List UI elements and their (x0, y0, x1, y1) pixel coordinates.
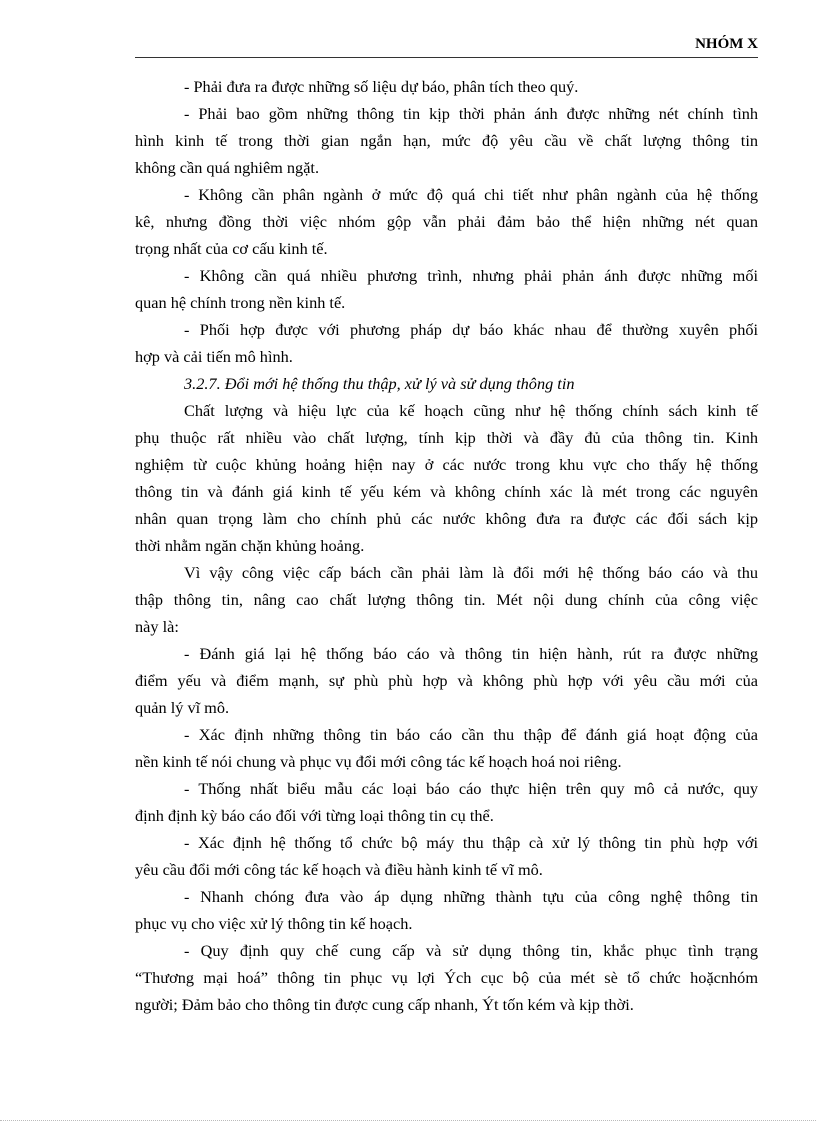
paragraph (135, 775, 758, 829)
text-line: trọng nhất của cơ cấu kinh tế. (135, 239, 328, 258)
paragraph (135, 316, 758, 370)
text-line: - Không cần phân ngành ở mức độ quá chi tiết như phân ngành của hệ thống (184, 185, 758, 204)
paragraph (135, 640, 758, 721)
page-bottom-border (0, 1120, 816, 1121)
text-line: nền kinh tế nói chung và phục vụ đổi mới công tác kế hoạch hoá noi riêng. (135, 752, 622, 771)
text-line: - Không cần quá nhiều phương trình, nhưng phải phản ánh được những mối (184, 266, 758, 285)
paragraph (135, 100, 758, 181)
text-line: thời nhằm ngăn chặn khủng hoảng. (135, 536, 365, 555)
text-line: định định kỳ báo cáo đối với từng loại thông tin cụ thể. (135, 806, 494, 825)
text-line: không cần quá nghiêm ngặt. (135, 158, 320, 177)
header-rule (135, 57, 758, 58)
paragraph (135, 262, 758, 316)
text-line: “Thương mại hoá” thông tin phục vụ lợi Ých cục bộ của mét sè tổ chức hoặcnhóm (135, 968, 758, 987)
text-line: này là: (135, 617, 179, 636)
text-line: hình kinh tế trong thời gian ngắn hạn, mức độ yêu cầu về chất lượng thông tin (135, 131, 758, 150)
text-line: quan hệ chính trong nền kinh tế. (135, 293, 346, 312)
text-line: - Quy định quy chế cung cấp và sử dụng thông tin, khắc phục tình trạng (184, 941, 758, 960)
text-line: Vì vậy công việc cấp bách cần phải làm là đổi mới hệ thống báo cáo và thu (184, 563, 758, 582)
paragraph (135, 73, 758, 100)
text-line: phục vụ cho việc xử lý thông tin kế hoạch. (135, 914, 413, 933)
text-line: - Thống nhất biểu mẫu các loại báo cáo thực hiện trên quy mô cả nước, quy (184, 779, 758, 798)
text-line: - Xác định hệ thống tổ chức bộ máy thu thập cà xử lý thông tin phù hợp với (184, 833, 758, 852)
text-line: thông tin và đánh giá kinh tế yếu kém và không chính xác là mét trong các nguyên (135, 482, 758, 501)
text-line: phụ thuộc rất nhiều vào chất lượng, tính kịp thời và đầy đủ của thông tin. Kinh (135, 428, 758, 447)
paragraph (135, 829, 758, 883)
text-line: yêu cầu đổi mới công tác kế hoạch và điều hành kinh tế vĩ mô. (135, 860, 543, 879)
text-line: - Đánh giá lại hệ thống báo cáo và thông tin hiện hành, rút ra được những (184, 644, 758, 663)
document-body (135, 73, 758, 1018)
paragraph (135, 721, 758, 775)
text-line: người; Đảm bảo cho thông tin được cung cấp nhanh, Ýt tốn kém và kịp thời. (135, 995, 634, 1014)
section-heading (135, 370, 758, 397)
text-line: hợp và cải tiến mô hình. (135, 347, 293, 366)
paragraph (135, 559, 758, 640)
text-line: - Xác định những thông tin báo cáo cần thu thập để đánh giá hoạt động của (184, 725, 758, 744)
paragraph (135, 181, 758, 262)
paragraph (135, 397, 758, 559)
text-line: Chất lượng và hiệu lực của kế hoạch cũng như hệ thống chính sách kinh tế (184, 401, 758, 420)
text-line: nhân quan trọng làm cho chính phủ các nước không đưa ra được các đối sách kịp (135, 509, 758, 528)
text-line: nghiệm từ cuộc khủng hoảng hiện nay ở các nước trong khu vực cho thấy hệ thống (135, 455, 758, 474)
text-line: 3.2.7. Đổi mới hệ thống thu thập, xử lý và sử dụng thông tin (184, 374, 575, 393)
text-line: - Phải bao gồm những thông tin kịp thời phản ánh được những nét chính tình (184, 104, 758, 123)
text-line: thập thông tin, nâng cao chất lượng thông tin. Mét nội dung chính của công việc (135, 590, 758, 609)
text-line: quản lý vĩ mô. (135, 698, 230, 717)
text-line: - Phải đưa ra được những số liệu dự báo, phân tích theo quý. (184, 77, 579, 96)
page-header-group-label: NHÓM X (695, 36, 758, 52)
text-line: - Phối hợp được với phương pháp dự báo khác nhau để thường xuyên phối (184, 320, 758, 339)
paragraph (135, 883, 758, 937)
paragraph (135, 937, 758, 1018)
text-line: kê, nhưng đồng thời việc nhóm gộp vẫn phải đảm bảo thể hiện những nét quan (135, 212, 758, 231)
text-line: điểm yếu và điểm mạnh, sự phù phù hợp và không phù hợp với yêu cầu mới của (135, 671, 758, 690)
text-line: - Nhanh chóng đưa vào áp dụng những thành tựu của công nghệ thông tin (184, 887, 758, 906)
